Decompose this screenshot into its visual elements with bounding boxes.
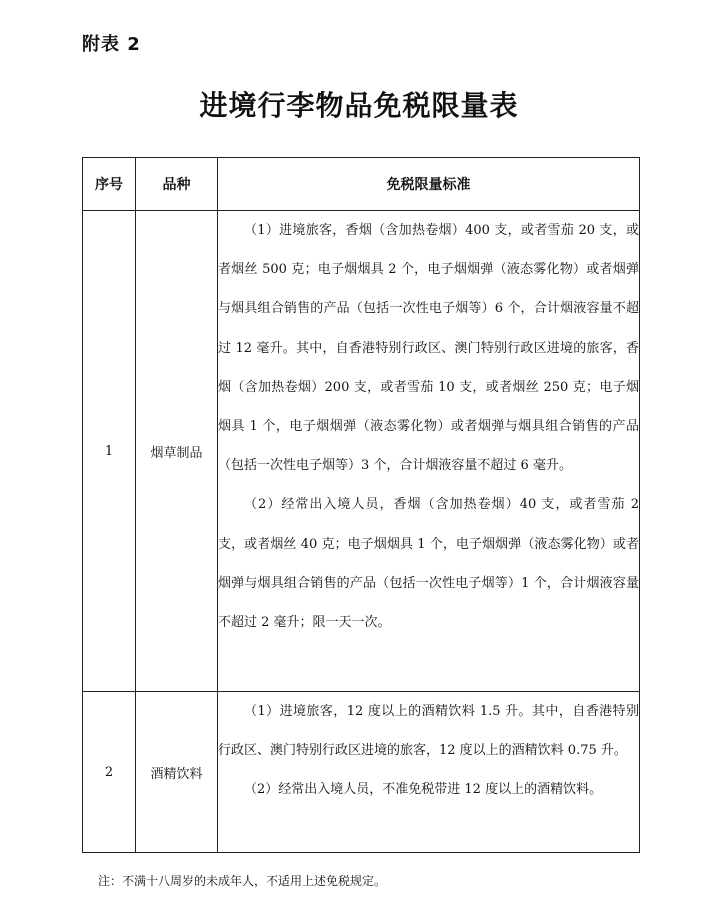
header-kind: 品种 [136, 158, 218, 211]
annex-label: 附表 2 [82, 34, 141, 55]
row-standard [218, 692, 640, 853]
standard-paragraph: （2）经常出入境人员，不准免税带进 12 度以上的酒精饮料。 [244, 782, 603, 798]
row-kind: 酒精饮料 [136, 692, 218, 853]
row-number: 2 [83, 692, 136, 853]
standard-paragraph: （1）进境旅客，香烟（含加热卷烟）400 支，或者雪茄 20 支，或者烟丝 500 克；电子烟烟具 2 个，电子烟烟弹（液态雾化物）或者烟弹与烟具组合销售的产品（包括一次性电子烟等）6 个，合计烟液容量不超过 12 毫升。其中，自香港特别行政区、澳门特别行政区进境的旅客，香烟（含加热卷烟）200 支，或者雪茄 10 支，或者烟丝 250 克；电子烟烟具 1 个，电子烟烟弹（液态雾化物）或者烟弹与烟具组合销售的产品（包括一次性电子烟等）3 个，合计烟液容量不超过 6 毫升。 [218, 223, 639, 474]
standard-paragraph: （2）经常出入境人员，香烟（含加热卷烟）40 支，或者雪茄 2 支，或者烟丝 40 克；电子烟烟具 1 个，电子烟烟弹（液态雾化物）或者烟弹与烟具组合销售的产品（包括一次性电子烟等）1 个，合计烟液容量不超过 2 毫升；限一天一次。 [218, 497, 639, 631]
header-no: 序号 [83, 158, 136, 211]
header-standard: 免税限量标准 [218, 158, 640, 211]
table-row [83, 211, 640, 692]
standard-paragraph: （1）进境旅客，12 度以上的酒精饮料 1.5 升。其中，自香港特别行政区、澳门特别行政区进境的旅客，12 度以上的酒精饮料 0.75 升。 [218, 704, 639, 759]
duty-free-allowance-table [82, 157, 640, 853]
row-number: 1 [83, 211, 136, 692]
footnote: 注：不满十八周岁的未成年人，不适用上述免税规定。 [98, 874, 387, 888]
row-kind: 烟草制品 [136, 211, 218, 692]
table-header-row [83, 158, 640, 211]
page-title: 进境行李物品免税限量表 [199, 89, 519, 122]
row-standard [218, 211, 640, 692]
table-row [83, 692, 640, 853]
